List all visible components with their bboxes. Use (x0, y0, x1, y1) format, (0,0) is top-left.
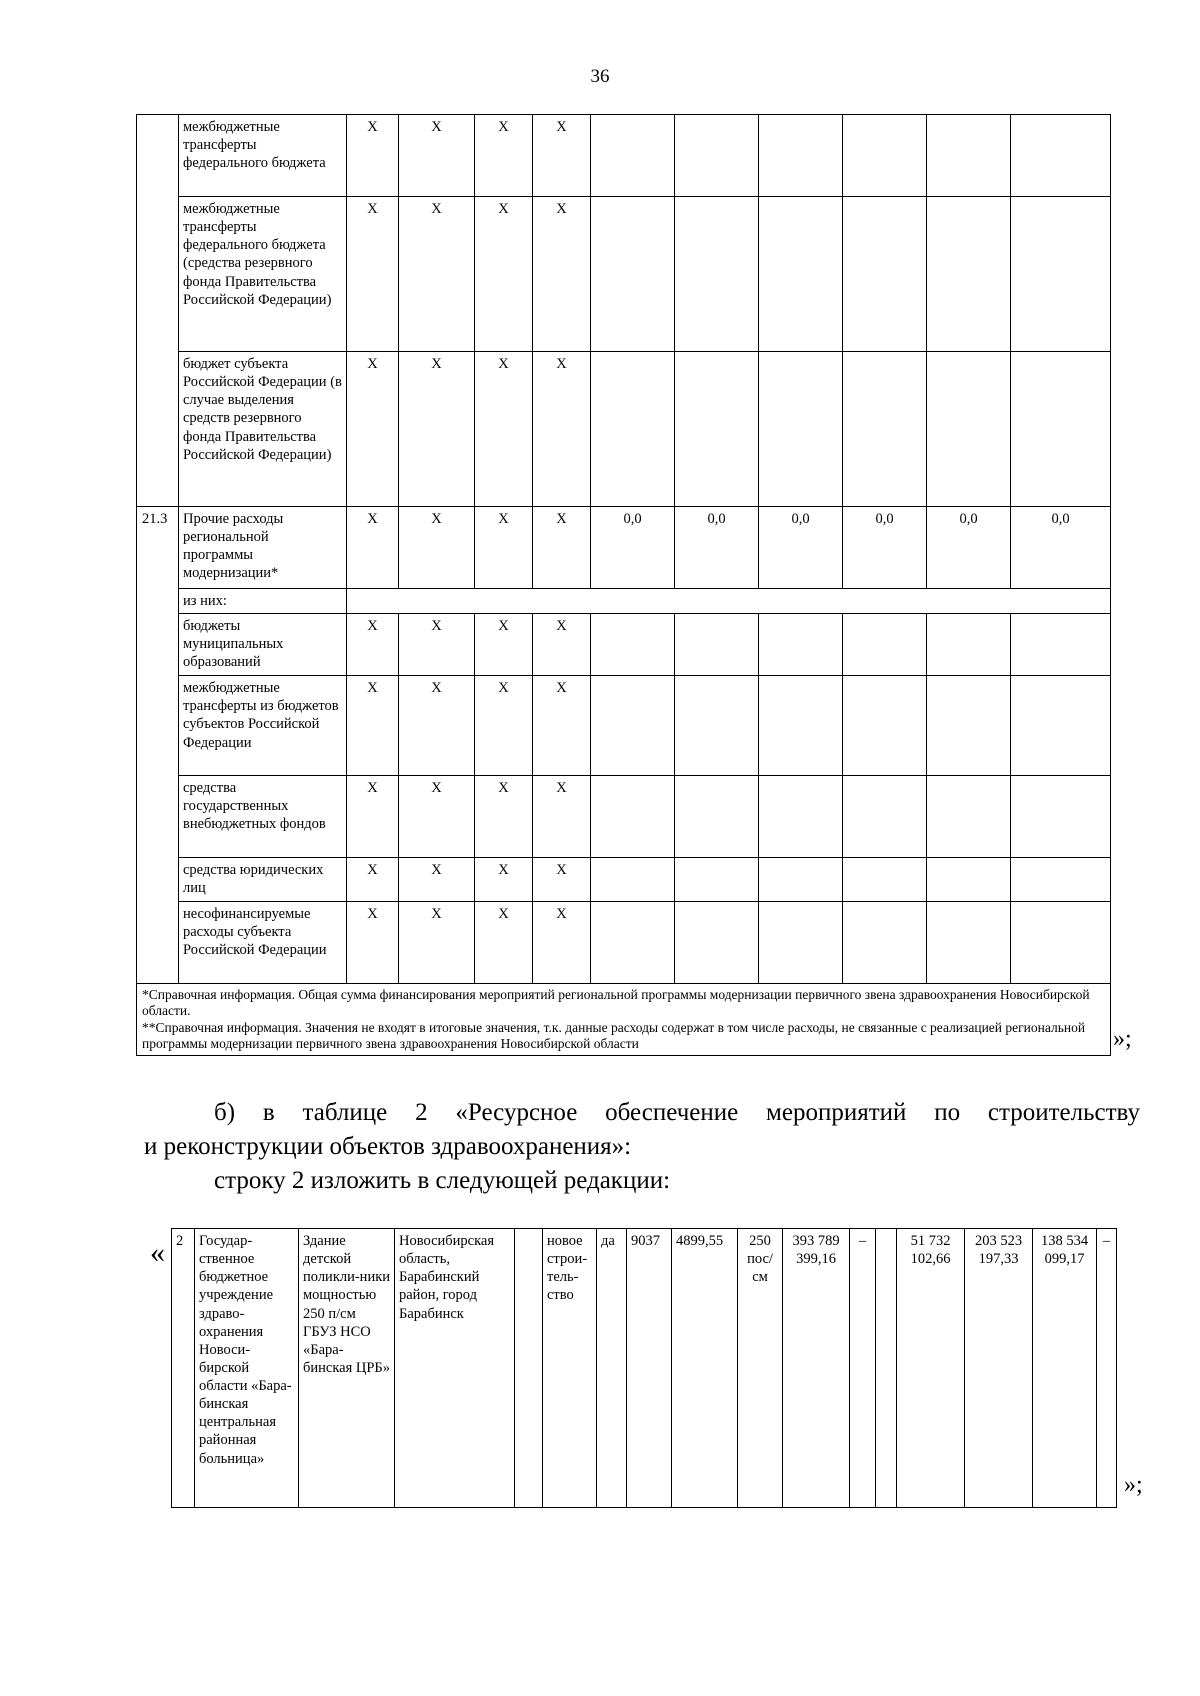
dash-cell: – (1097, 1229, 1117, 1508)
total-cell: 393 789 399,16 (783, 1229, 850, 1508)
footnote-cell (137, 984, 1111, 1056)
value-cell: 0,0 (927, 507, 1011, 589)
table-row: средства юридических лиц X X X X (137, 858, 1111, 902)
row-label: средства юридических лиц (179, 858, 347, 902)
closing-quote-mark: »; (1113, 1026, 1132, 1052)
footnote-2: **Справочная информация. Значения не входят в итоговые значения, т.к. данные расходы содержат в том числе расходы, не связанные с реализацией региональной программы модернизации первичного звена здравоохранения Новосибирской области (142, 1019, 1086, 1051)
object-cell: Здание детской поликли-ники мощностью 250 п/см ГБУЗ НСО «Бара-бинская ЦРБ» (299, 1229, 395, 1508)
funding-table (136, 114, 1111, 1056)
empty-cell (515, 1229, 543, 1508)
value-cell: 0,0 (1011, 507, 1111, 589)
value-cell: 0,0 (675, 507, 759, 589)
value-cell: 138 534 099,17 (1033, 1229, 1097, 1508)
footnote-1: *Справочная информация. Общая сумма финансирования мероприятий региональной программы модернизации первичного звена здравоохранения Новосибирской области. (142, 987, 1090, 1019)
dash-cell: – (850, 1229, 876, 1508)
table-row: бюджеты муниципальных образований X X X X (137, 614, 1111, 676)
closing-quote-mark: »; (1124, 1472, 1143, 1498)
table-row: несофинансируемые расходы субъекта Российской Федерации X X X X (137, 902, 1111, 984)
opening-quote-mark: « (150, 1236, 165, 1269)
amendment-paragraph: б) в таблице 2 «Ресурсное обеспечение мероприятий по строительству (214, 1099, 1140, 1126)
row-label: Прочие расходы региональной программы модернизации* (179, 507, 347, 589)
code-cell: 9037 (627, 1229, 672, 1508)
area-cell: 4899,55 (672, 1229, 738, 1508)
table-row (137, 589, 1111, 614)
amendment-paragraph-continuation: и реконструкции объектов здравоохранения»: (144, 1133, 632, 1160)
type-cell: новое строи-тель-ство (543, 1229, 597, 1508)
customer-cell: Государ-ственное бюджетное учреждение здраво-охранения Новоси-бирской области «Бара-бинская центральная районная больница» (195, 1229, 299, 1508)
table-row: межбюджетные трансферты федерального бюджета X X X X (137, 115, 1111, 197)
footnote-row (137, 984, 1111, 1056)
row-label: межбюджетные трансферты федерального бюджета (179, 115, 347, 197)
location-cell: Новосибирская область, Барабинский район, город Барабинск (395, 1229, 515, 1508)
table-row-21-3: 21.3 Прочие расходы региональной программы модернизации* X X X X 0,0 0,0 0,0 0,0 0,0 0,0 (137, 507, 1111, 589)
row-number: 21.3 (137, 507, 179, 984)
table-row (172, 1229, 1117, 1508)
row-label: несофинансируемые расходы субъекта Российской Федерации (179, 902, 347, 984)
row-number-cell (137, 115, 179, 507)
table-row: межбюджетные трансферты федерального бюджета (средства резервного фонда Правительства Российской Федерации) X X X X (137, 197, 1111, 352)
amendment-instruction: строку 2 изложить в следующей редакции: (214, 1167, 671, 1194)
capacity-cell: 250 пос/ см (738, 1229, 783, 1508)
value-cell: 51 732 102,66 (897, 1229, 965, 1508)
row-label: межбюджетные трансферты из бюджетов субъектов Российской Федерации (179, 676, 347, 776)
row-label: бюджеты муниципальных образований (179, 614, 347, 676)
table-row: средства государственных внебюджетных фондов X X X X (137, 776, 1111, 858)
table-row: межбюджетные трансферты из бюджетов субъектов Российской Федерации X X X X (137, 676, 1111, 776)
value-cell: 203 523 197,33 (965, 1229, 1033, 1508)
value-cell: 0,0 (843, 507, 927, 589)
construction-table-row (171, 1228, 1117, 1508)
value-cell: 0,0 (591, 507, 675, 589)
value-cell: 0,0 (759, 507, 843, 589)
empty-cell (876, 1229, 897, 1508)
flag-cell: да (597, 1229, 627, 1508)
row-number: 2 (172, 1229, 195, 1508)
table-row: бюджет субъекта Российской Федерации (в случае выделения средств резервного фонда Правительства Российской Федерации) X X X X (137, 352, 1111, 507)
row-label: межбюджетные трансферты федерального бюджета (средства резервного фонда Правительства Российской Федерации) (179, 197, 347, 352)
row-label: бюджет субъекта Российской Федерации (в случае выделения средств резервного фонда Правительства Российской Федерации) (179, 352, 347, 507)
of-them-label: из них: (179, 589, 347, 614)
page-number: 36 (590, 66, 610, 87)
row-label: средства государственных внебюджетных фондов (179, 776, 347, 858)
